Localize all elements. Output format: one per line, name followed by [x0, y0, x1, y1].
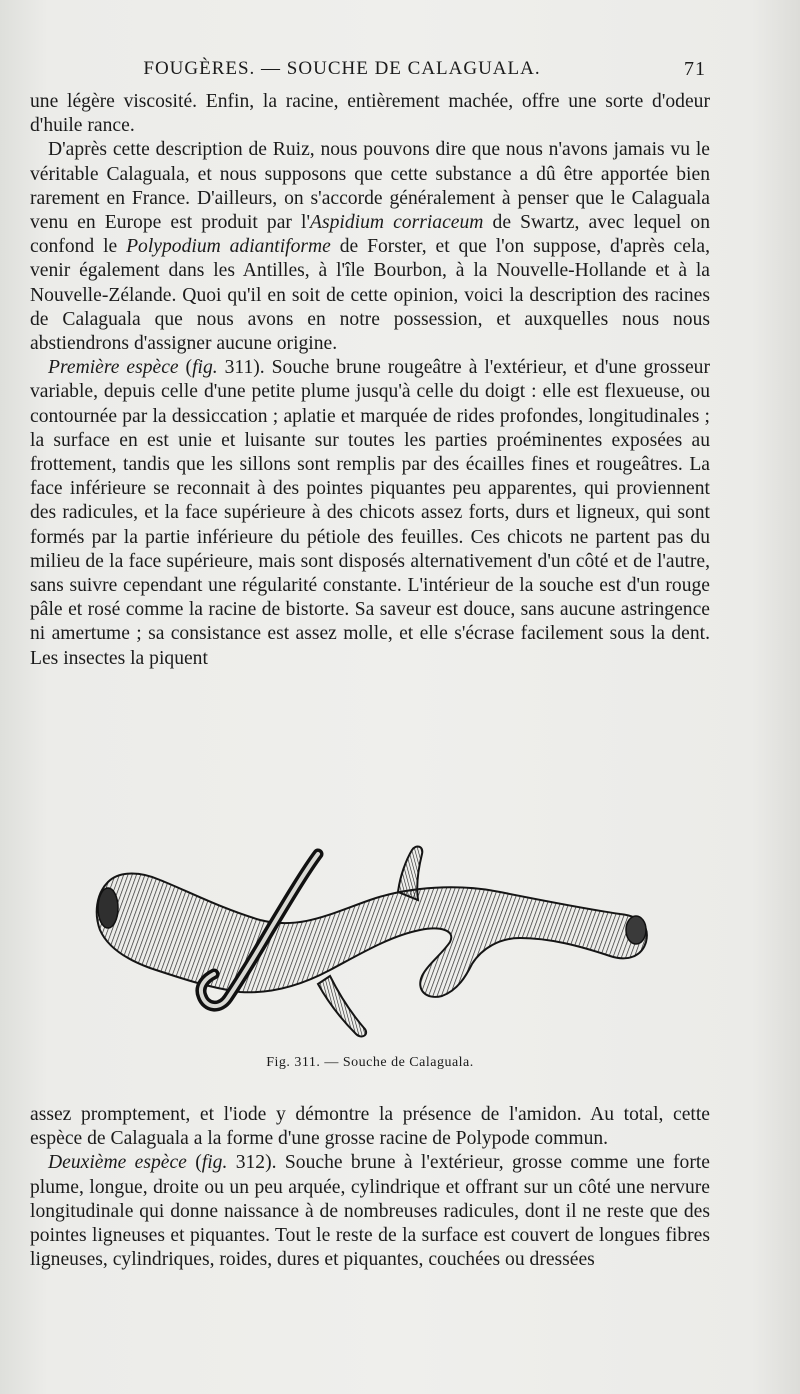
figure-ref-label: fig. [192, 357, 218, 379]
paragraph-ruiz [30, 138, 710, 356]
figure-caption: Fig. 311. — Souche de Calaguala. [266, 1055, 474, 1070]
text-run: ( [178, 357, 193, 379]
text-run: de Swartz, avec lequel on confond le [30, 212, 710, 258]
text-run: D'après cette description de Ruiz, nous pouvons dire que nous n'avons jamais vu le véritable Calaguala, et nous supposons que cette substance a dû être apportée bien rarement en France. D'ailleurs, on s'accorde généralement à penser que le Calaguala venu en Europe est produit par l' [30, 139, 710, 234]
page-number: 71 [684, 58, 706, 80]
text-run: ( [186, 1152, 202, 1174]
paragraph-second-species [30, 1151, 710, 1272]
paragraph-continuation: une légère viscosité. Enfin, la racine, entièrement machée, offre une sorte d'odeur d'huile rance. [30, 91, 710, 137]
page-header [38, 58, 706, 86]
rhizome-illustration [80, 830, 660, 1055]
left-knob [98, 888, 118, 928]
body-text-top [30, 90, 710, 671]
section-label: Deuxième espèce [48, 1152, 187, 1174]
species-name: Polypodium adiantiforme [126, 236, 331, 258]
rhizome-body [97, 874, 647, 997]
text-run: Souche brune rougeâtre à l'extérieur, et d'une grosseur variable, depuis celle d'une petite plume jusqu'à celle du doigt : elle est flexueuse, ou contournée par la dessiccation ; aplatie et marquée de rides profondes, longitudinales ; la surface en est unie et luisante sur toutes les parties proéminentes exposées au frottement, tandis que les sillons sont remplis par des écailles fines et rougeâtres. La face inférieure se reconnait à des pointes piquantes peu apparentes, qui proviennent des radicules, et la face supérieure à des chicots assez forts, durs et ligneux, qui sont formés par la partie inférieure du pétiole des feuilles. Ces chicots ne partent pas du milieu de la face supérieure, mais sont disposés alternativement d'un côté et de l'autre, sans suivre cependant une régularité constante. L'intérieur de la souche est d'un rouge pâle et rosé comme la racine de bistorte. Sa saveur est douce, sans aucune astringence ni amertume ; sa consistance est assez molle, et elle s'écrase facilement sous la dent. Les insectes la piquent [30, 357, 710, 669]
text-run: de Forster, et que l'on suppose, d'après cela, venir également dans les Antilles, à l'île Bourbon, à la Nouvelle-Hollande et à la Nouvelle-Zélande. Quoi qu'il en soit de cette opinion, voici la description des racines de Calaguala que nous avons en notre possession, et auxquelles nous nous abstiendrons d'assigner aucune origine. [30, 236, 710, 355]
paragraph-continuation: assez promptement, et l'iode y démontre la présence de l'amidon. Au total, cette espèce de Calaguala a la forme d'une grosse racine de Polypode commun. [30, 1104, 710, 1150]
running-title: FOUGÈRES. — SOUCHE DE CALAGUALA. [143, 58, 541, 79]
cut-end [626, 916, 646, 944]
body-text-bottom [30, 1103, 710, 1272]
paragraph-first-species [30, 356, 710, 671]
figure-ref-label: fig. [201, 1152, 228, 1174]
figure-ref-number: 311). [217, 357, 265, 379]
text-run: Souche brune à l'extérieur, grosse comme une forte plume, longue, droite ou un peu arquée, cylindrique et offrant sur un côté une nervure longitudinale qui donne naissance à de nombreuses radicules, dont il ne reste que des pointes ligneuses et piquantes. Tout le reste de la surface est couvert de longues fibres ligneuses, cylindriques, roides, dures et piquantes, couchées ou dressées [30, 1152, 710, 1271]
section-label: Première espèce [48, 357, 179, 379]
lower-branch [318, 976, 366, 1036]
figure-rhizome-engraving [80, 830, 660, 1055]
species-name: Aspidium corriaceum [310, 212, 484, 234]
figure-ref-number: 312). [227, 1152, 277, 1174]
